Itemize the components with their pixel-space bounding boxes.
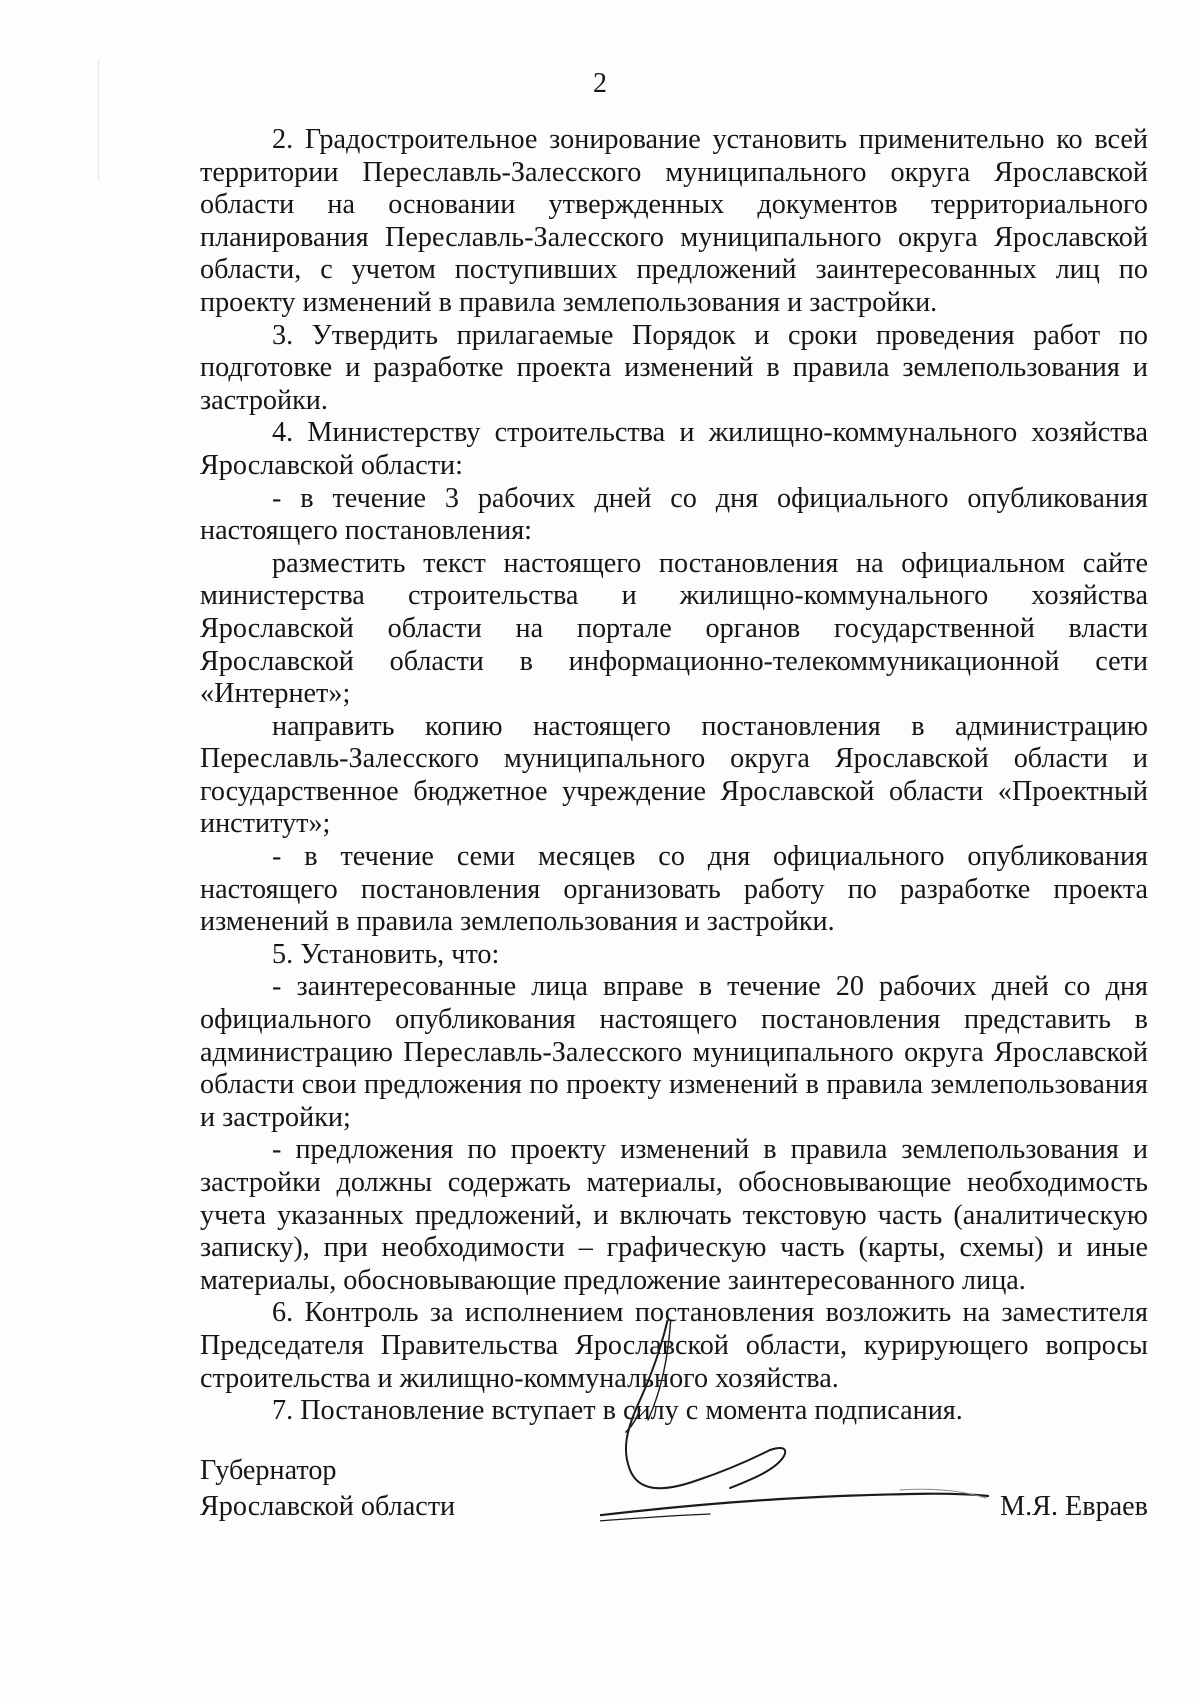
handwritten-signature [600, 1320, 1080, 1620]
paragraph-3: 3. Утвердить прилагаемые Порядок и сроки проведения работ по подготовке и разработке проекта изменений в правила землепользования и застройки. [200, 319, 1148, 416]
paragraph-4-item-1: - в течение 3 рабочих дней со дня официального опубликования настоящего постановления: [200, 482, 1148, 547]
paragraph-4: 4. Министерству строительства и жилищно-коммунального хозяйства Ярославской области: [200, 417, 1148, 481]
page-number: 2 [593, 68, 607, 99]
paragraph-5: 5. Установить, что: [272, 938, 500, 970]
paragraph-5-item-2: - предложения по проекту изменений в правила землепользования и застройки должны содержать материалы, обосновывающие необходимость учета указанных предложений, и включать текстовую часть (аналитическую записку), при необходимости – графическую часть (карты, схемы) и иные материалы, обосновывающие предложение заинтересованного лица. [200, 1134, 1148, 1296]
paragraph-2: 2. Градостроительное зонирование установить применительно ко всей территории Переславль-Залесского муниципального округа Ярославской области на основании утвержденных документов территориального планирования Переславль-Залесского муниципального округа Ярославской области, с учетом поступивших предложений заинтересованных лиц по проекту изменений в правила землепользования и застройки. [200, 124, 1148, 318]
paragraph-7: 7. Постановление вступает в силу с момента подписания. [272, 1395, 963, 1427]
paragraph-6: 6. Контроль за исполнением постановления возложить на заместителя Председателя Правительства Ярославской области, курирующего вопросы строительства и жилищно-коммунального хозяйства. [200, 1297, 1148, 1394]
paragraph-4-item-2: - в течение семи месяцев со дня официального опубликования настоящего постановления организовать работу по разработке проекта изменений в правила землепользования и застройки. [200, 841, 1148, 938]
signatory-title-line1: Губернатор [200, 1455, 337, 1486]
signatory-title-line2: Ярославской области [200, 1491, 456, 1522]
signatory-name: М.Я. Евраев [1000, 1491, 1148, 1522]
paragraph-4-subitem-2: направить копию настоящего постановления в администрацию Переславль-Залесского муниципального округа Ярославской области и государственное бюджетное учреждение Ярославской области «Проектный институт»; [200, 710, 1148, 840]
paragraph-4-subitem-1: разместить текст настоящего постановления на официальном сайте министерства строительства и жилищно-коммунального хозяйства Ярославской области на портале органов государственной власти Ярославской области в информационно-телекоммуникационной сети «Интернет»; [200, 547, 1148, 710]
paragraph-5-item-1: - заинтересованные лица вправе в течение 20 рабочих дней со дня официального опубликования настоящего постановления представить в администрацию Переславль-Залесского муниципального округа Ярославской области свои предложения по проекту изменений в правила землепользования и застройки; [200, 971, 1148, 1133]
document-body [200, 124, 1148, 1428]
